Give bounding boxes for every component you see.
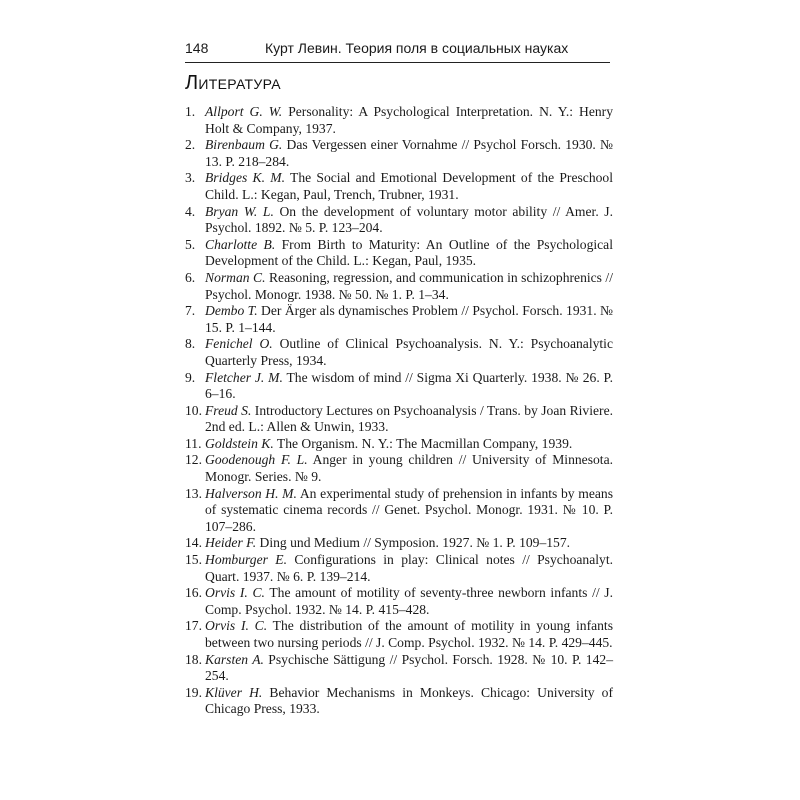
section-title: Литература bbox=[185, 72, 281, 94]
reference-text: Ding und Medium // Symposion. 1927. № 1. P. 109–157. bbox=[256, 535, 571, 551]
reference-item bbox=[185, 436, 613, 453]
reference-text: Personality: A Psychological Interpretation. N. Y.: Henry Holt & Company, 1937. bbox=[205, 104, 613, 136]
reference-item bbox=[185, 237, 613, 270]
reference-item bbox=[185, 535, 613, 552]
reference-author: Fletcher J. M. bbox=[205, 369, 283, 385]
reference-item bbox=[185, 270, 613, 303]
reference-item bbox=[185, 170, 613, 203]
reference-author: Bridges K. M. bbox=[205, 170, 285, 186]
reference-author: Karsten A. bbox=[205, 651, 264, 667]
reference-number: 19. bbox=[185, 684, 202, 700]
reference-text: The wisdom of mind // Sigma Xi Quarterly. 1938. № 26. P. 6–16. bbox=[205, 369, 613, 402]
reference-text: Configurations in play: Clinical notes // Psychoanalyt. Quart. 1937. № 6. P. 139–214. bbox=[205, 552, 613, 584]
reference-number: 12. bbox=[185, 452, 202, 468]
reference-author: Homburger E. bbox=[205, 552, 287, 568]
reference-text: Psychische Sättigung // Psychol. Forsch. 1928. № 10. P. 142–254. bbox=[205, 651, 613, 684]
reference-text: The Organism. N. Y.: The Macmillan Company, 1939. bbox=[273, 435, 573, 451]
reference-number: 15. bbox=[185, 552, 202, 568]
reference-number: 3. bbox=[185, 170, 196, 186]
reference-author: Norman C. bbox=[205, 269, 266, 285]
reference-item bbox=[185, 552, 613, 585]
reference-number: 7. bbox=[185, 303, 196, 319]
reference-author: Bryan W. L. bbox=[205, 203, 274, 219]
reference-text: An experimental study of prehension in infants by means of systematic cinema records // Genet. Psychol. Monogr. 1931. № 10. P. 107–286. bbox=[205, 485, 613, 534]
reference-author: Allport G. W. bbox=[205, 104, 283, 119]
reference-item bbox=[185, 618, 613, 651]
reference-number: 5. bbox=[185, 236, 196, 252]
reference-number: 16. bbox=[185, 585, 202, 601]
reference-text: On the development of voluntary motor ability // Amer. J. Psychol. 1892. № 5. P. 123–204. bbox=[205, 203, 614, 236]
reference-number: 8. bbox=[185, 336, 196, 352]
reference-author: Halverson H. M. bbox=[205, 485, 297, 501]
reference-number: 9. bbox=[185, 369, 196, 385]
reference-item bbox=[185, 104, 613, 137]
reference-author: Orvis I. C. bbox=[205, 585, 265, 601]
reference-author: Dembo T. bbox=[205, 303, 258, 319]
reference-author: Goodenough F. L. bbox=[205, 452, 308, 468]
reference-item bbox=[185, 486, 613, 536]
reference-author: Heider F. bbox=[205, 535, 257, 551]
running-title: Курт Левин. Теория поля в социальных науках bbox=[265, 40, 569, 56]
reference-item bbox=[185, 452, 613, 485]
reference-item bbox=[185, 403, 613, 436]
reference-number: 1. bbox=[185, 104, 196, 119]
reference-author: Orvis I. C. bbox=[205, 618, 268, 634]
reference-item bbox=[185, 204, 613, 237]
reference-author: Klüver H. bbox=[205, 684, 263, 700]
reference-text: From Birth to Maturity: An Outline of the Psychological Development of the Child. L.: Kegan, Paul, 1935. bbox=[205, 236, 613, 269]
reference-text: Behavior Mechanisms in Monkeys. Chicago: University of Chicago Press, 1933. bbox=[205, 684, 613, 717]
reference-text: Reasoning, regression, and communication in schizophrenics // Psychol. Monogr. 1938. № 50. № 1. P. 1–34. bbox=[205, 269, 613, 302]
reference-text: Der Ärger als dynamisches Problem // Psychol. Forsch. 1931. № 15. P. 1–144. bbox=[205, 303, 614, 335]
running-header bbox=[185, 38, 610, 63]
page-number: 148 bbox=[185, 40, 209, 56]
reference-number: 10. bbox=[185, 402, 202, 418]
reference-author: Charlotte B. bbox=[205, 236, 276, 252]
reference-text: The distribution of the amount of motility in young infants between two nursing periods // J. Comp. Psychol. 1932. № 14. P. 429–445. bbox=[205, 618, 613, 650]
reference-text: Anger in young children // University of Minnesota. Monogr. Series. № 9. bbox=[205, 452, 613, 485]
reference-number: 4. bbox=[185, 203, 196, 219]
reference-number: 13. bbox=[185, 485, 202, 501]
reference-author: Goldstein K. bbox=[205, 435, 274, 451]
reference-item bbox=[185, 652, 613, 685]
reference-list bbox=[185, 104, 613, 718]
reference-item bbox=[185, 585, 613, 618]
reference-item bbox=[185, 303, 613, 336]
reference-number: 14. bbox=[185, 535, 202, 551]
reference-number: 18. bbox=[185, 651, 202, 667]
reference-number: 2. bbox=[185, 137, 196, 153]
reference-text: Introductory Lectures on Psychoanalysis / Trans. by Joan Riviere. 2nd ed. L.: Allen & Unwin, 1933. bbox=[205, 402, 613, 435]
reference-author: Fenichel O. bbox=[205, 336, 273, 352]
reference-number: 6. bbox=[185, 269, 196, 285]
reference-text: Das Vergessen einer Vornahme // Psychol Forsch. 1930. № 13. P. 218–284. bbox=[205, 137, 613, 169]
reference-item bbox=[185, 685, 613, 718]
reference-number: 17. bbox=[185, 618, 202, 634]
reference-item bbox=[185, 370, 613, 403]
reference-text: Outline of Clinical Psychoanalysis. N. Y.: Psychoanalytic Quarterly Press, 1934. bbox=[205, 336, 613, 368]
reference-text: The Social and Emotional Development of the Preschool Child. L.: Kegan, Paul, Trench, Trubner, 1931. bbox=[205, 170, 613, 202]
reference-author: Freud S. bbox=[205, 402, 252, 418]
reference-author: Birenbaum G. bbox=[205, 137, 283, 153]
reference-number: 11. bbox=[185, 435, 202, 451]
reference-item bbox=[185, 336, 613, 369]
reference-item bbox=[185, 137, 613, 170]
reference-text: The amount of motility of seventy-three newborn infants // J. Comp. Psychol. 1932. № 14. P. 415–428. bbox=[205, 585, 613, 617]
